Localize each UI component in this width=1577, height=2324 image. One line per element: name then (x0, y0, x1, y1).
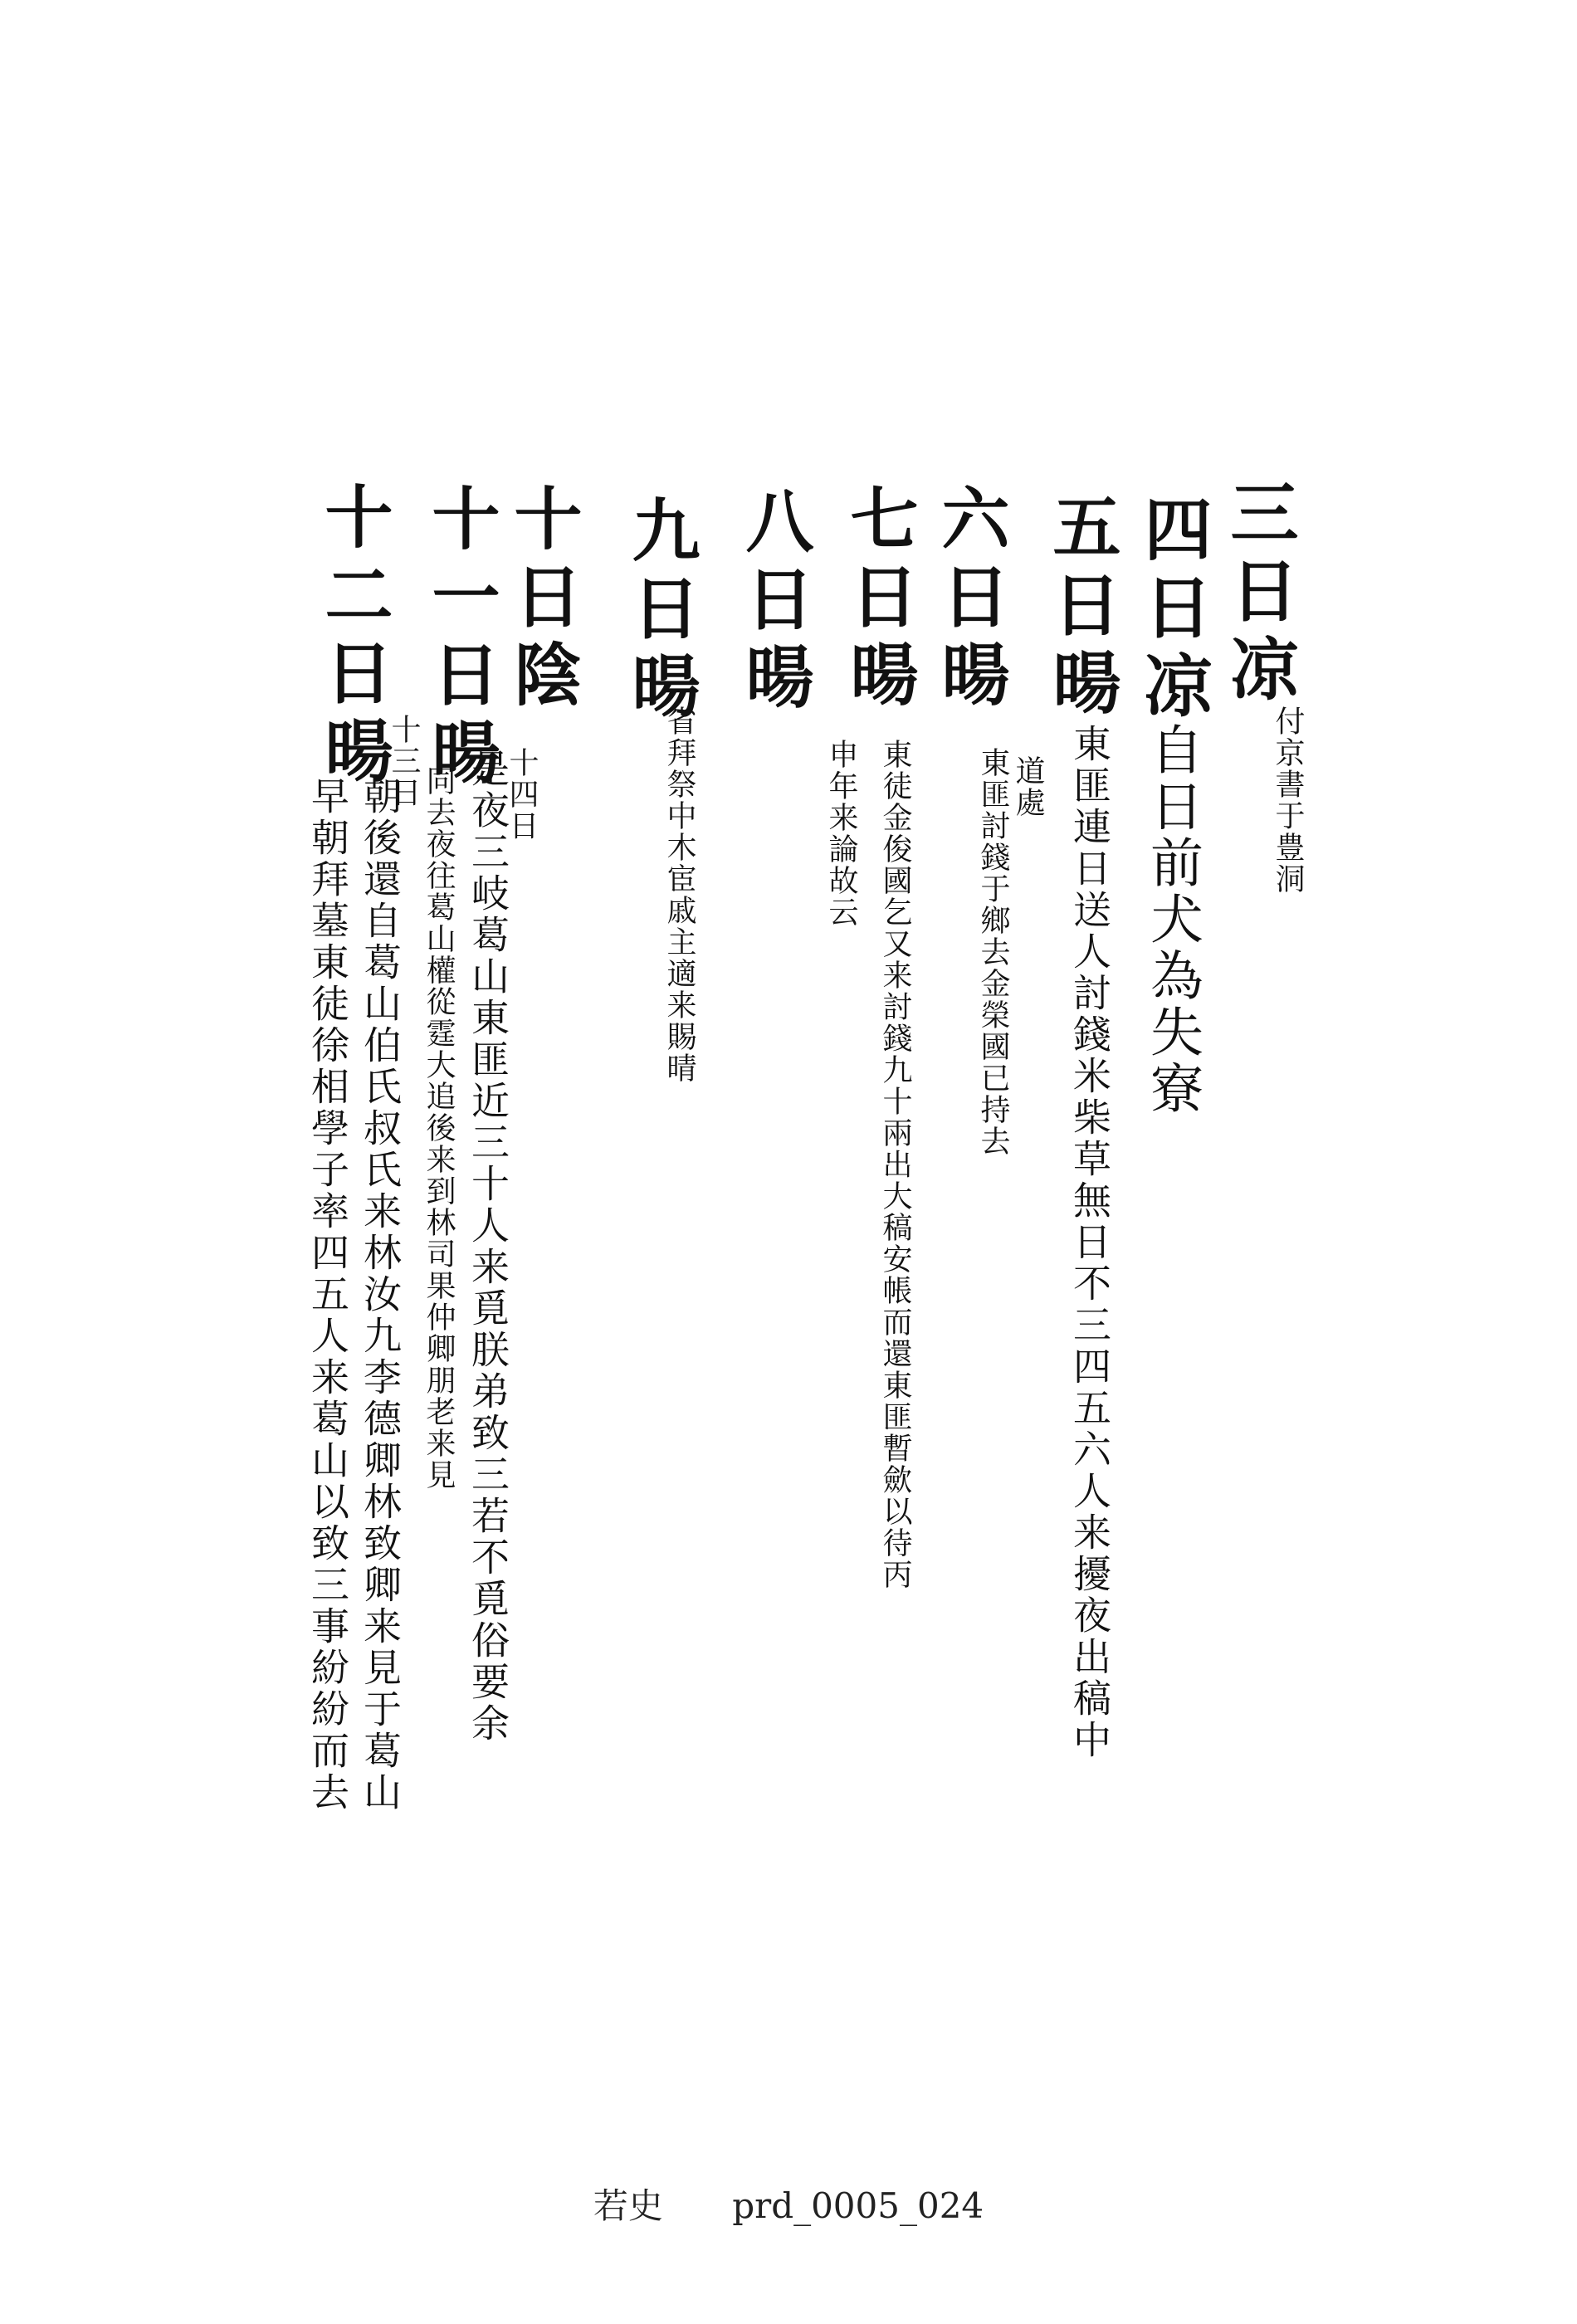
entry-7-heading: 七日暘 (839, 483, 919, 717)
entry-6-text: 東匪討錢于鄉去金榮國已持去 (976, 747, 1010, 1157)
entry-3-text: 付京書于豊洞 (1271, 706, 1305, 895)
entry-12-heading: 十二日暘 (314, 481, 393, 793)
entry-5-text: 東匪連日送人討錢米柴草無日不三四五六人来擾夜出稿中 (1067, 724, 1112, 1761)
entry-10-heading: 十日陰 (503, 483, 583, 717)
entry-4-heading: 四日凉 (1133, 494, 1213, 728)
entry-5-note: 道處 (1011, 755, 1045, 818)
entry-9-heading: 九日暘 (621, 495, 701, 729)
entry-6-heading: 六日暘 (930, 483, 1010, 717)
entry-5-heading: 五日暘 (1042, 491, 1121, 725)
entry-12-text: 朝後還自葛山伯氏叔氏来林汝九李德卿林致卿来見于葛山 (358, 776, 403, 1814)
entry-3-heading: 三日凉 (1219, 477, 1299, 711)
page-caption (0, 2179, 1577, 2229)
page-code: prd_0005_024 (732, 2185, 984, 2226)
entry-8-heading: 八日暘 (735, 486, 814, 720)
entry-11-heading: 十一日暘 (421, 483, 500, 795)
entry-7-note: 申年来論故云 (824, 739, 858, 928)
entry-11-note: 十四日 (505, 747, 539, 842)
book-title: 若史 (593, 2185, 663, 2226)
entry-7-text: 東徒金俊國乞又来討錢九十兩出大稿安帳而還東匪暫歛以待丙 (878, 739, 912, 1590)
entry-12-note: 十三日 (387, 714, 421, 808)
entry-4-text: 自日前犬為失寮 (1141, 722, 1203, 1117)
entry-9-text: 省拜祭中木宦戚主適来賜晴 (662, 706, 696, 1084)
entry-11-subtext: 同去夜往葛山權從霆大追後来到林司果仲卿朋老来見 (422, 765, 456, 1491)
entry-12-subtext: 早朝拜墓東徒徐相學子率四五人来葛山以致三事紛紛而去 (305, 776, 350, 1814)
entry-11-text: 是夜三岐葛山東匪近三十人来覓朕弟致三若不覓俗要余 (466, 749, 510, 1745)
